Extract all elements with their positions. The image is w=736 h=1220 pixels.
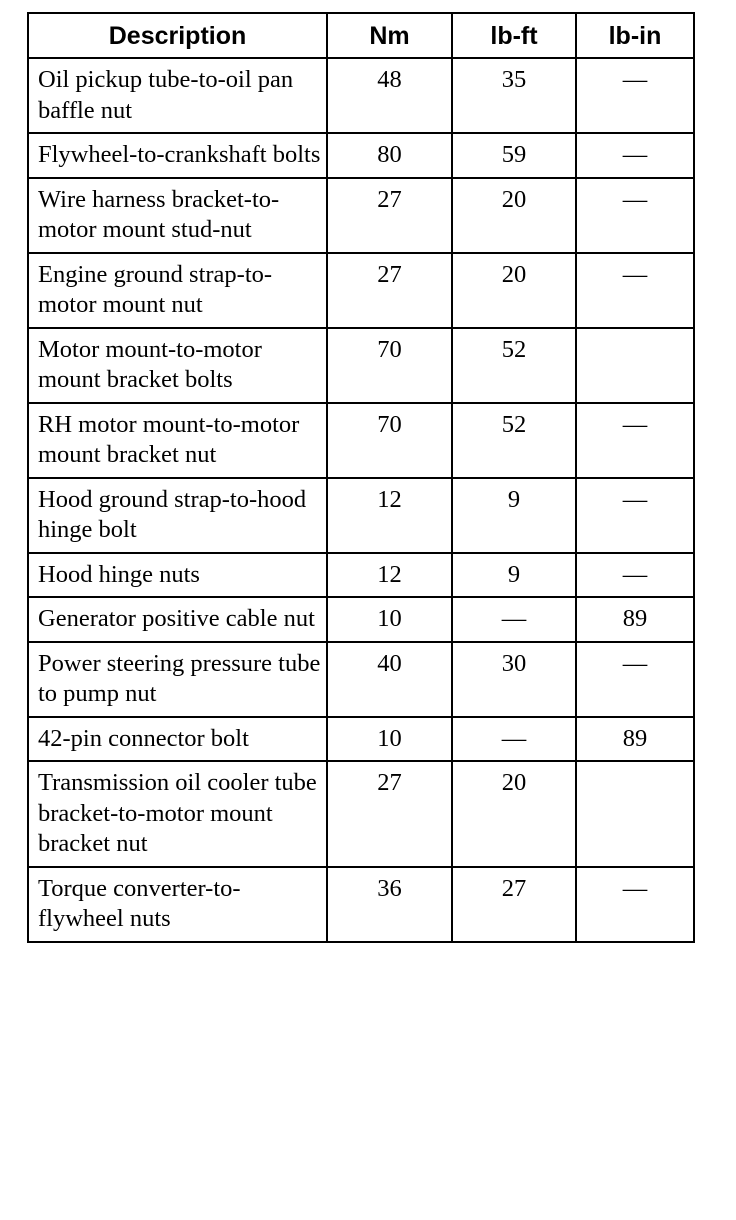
table-row [28,761,694,867]
cell-description: Generator positive cable nut [28,597,327,642]
cell-nm: 48 [327,58,452,133]
table-row [28,328,694,403]
cell-lbft: 9 [452,553,576,598]
cell-description: Torque converter-to-flywheel nuts [28,867,327,942]
cell-lbft: 20 [452,253,576,328]
cell-description: Wire harness bracket-to-motor mount stud-nut [28,178,327,253]
cell-lbin: — [576,867,694,942]
table-row [28,58,694,133]
cell-lbin: 89 [576,717,694,762]
header-lbin: lb-in [576,13,694,58]
cell-lbin: — [576,403,694,478]
cell-lbin: — [576,133,694,178]
cell-lbft: 59 [452,133,576,178]
cell-lbin: — [576,642,694,717]
cell-nm: 70 [327,403,452,478]
cell-lbin [576,328,694,403]
cell-description: Flywheel-to-crankshaft bolts [28,133,327,178]
cell-nm: 10 [327,597,452,642]
cell-lbin: — [576,478,694,553]
cell-nm: 12 [327,553,452,598]
cell-description: Power steering pressure tube to pump nut [28,642,327,717]
table-row [28,867,694,942]
table-body [28,58,694,942]
cell-lbft: 9 [452,478,576,553]
cell-lbft: 20 [452,761,576,867]
cell-description: Oil pickup tube-to-oil pan baffle nut [28,58,327,133]
header-nm: Nm [327,13,452,58]
table-row [28,403,694,478]
cell-nm: 27 [327,178,452,253]
cell-description: Engine ground strap-to-motor mount nut [28,253,327,328]
cell-lbft: — [452,717,576,762]
cell-nm: 36 [327,867,452,942]
cell-description: Hood hinge nuts [28,553,327,598]
table-row [28,478,694,553]
cell-nm: 27 [327,253,452,328]
header-lbft: lb-ft [452,13,576,58]
cell-lbin: 89 [576,597,694,642]
cell-lbft: 30 [452,642,576,717]
table-row [28,253,694,328]
header-description: Description [28,13,327,58]
table-header [28,13,694,58]
cell-lbin [576,761,694,867]
table-row [28,133,694,178]
cell-nm: 40 [327,642,452,717]
torque-spec-table [27,12,695,943]
cell-nm: 70 [327,328,452,403]
cell-lbft: 20 [452,178,576,253]
cell-lbin: — [576,178,694,253]
cell-lbft: 52 [452,328,576,403]
cell-lbin: — [576,253,694,328]
cell-nm: 80 [327,133,452,178]
cell-lbin: — [576,553,694,598]
table-row [28,178,694,253]
table-row [28,642,694,717]
cell-lbft: 35 [452,58,576,133]
table-row [28,597,694,642]
cell-lbft: 52 [452,403,576,478]
cell-description: Transmission oil cooler tube bracket-to-motor mount bracket nut [28,761,327,867]
cell-nm: 27 [327,761,452,867]
cell-lbft: 27 [452,867,576,942]
cell-lbft: — [452,597,576,642]
cell-lbin: — [576,58,694,133]
cell-description: Motor mount-to-motor mount bracket bolts [28,328,327,403]
cell-description: 42-pin connector bolt [28,717,327,762]
table-row [28,553,694,598]
header-row [28,13,694,58]
cell-description: RH motor mount-to-motor mount bracket nut [28,403,327,478]
table-row [28,717,694,762]
cell-nm: 10 [327,717,452,762]
cell-description: Hood ground strap-to-hood hinge bolt [28,478,327,553]
cell-nm: 12 [327,478,452,553]
